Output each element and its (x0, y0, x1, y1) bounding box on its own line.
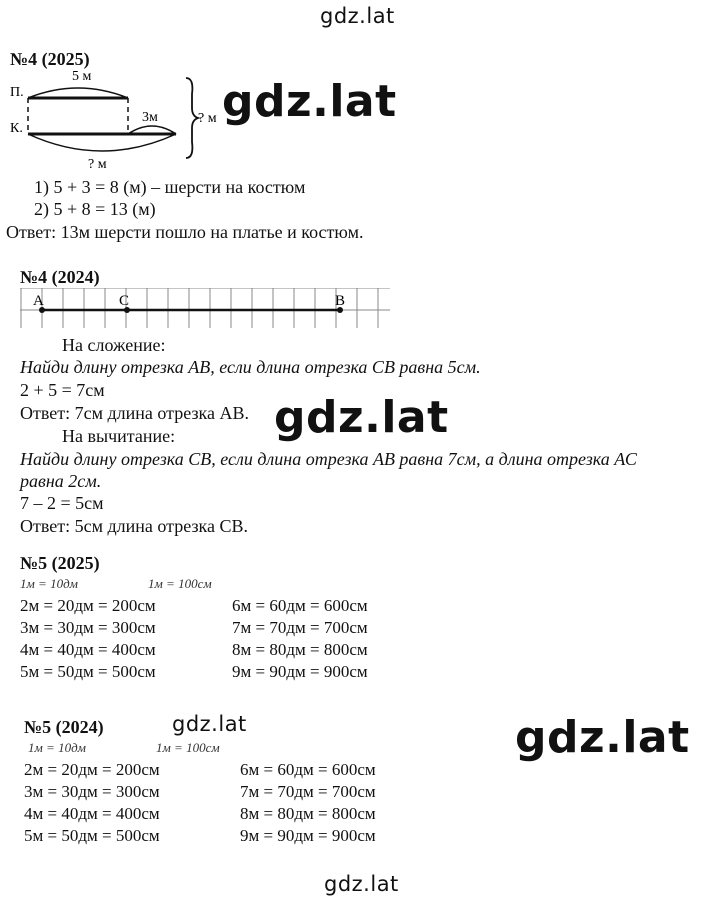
bottom-arc (28, 134, 176, 151)
task5-2024-left-2: 3м = 30дм = 300см (24, 782, 160, 801)
task5-2024-left-4: 5м = 50дм = 500см (24, 826, 160, 845)
task5-2025-hint-cm: 1м = 100см (148, 576, 212, 591)
extra-length-label: 3м (142, 110, 158, 125)
task4-2024-grid (20, 288, 392, 332)
task5-2024-right-4: 9м = 90дм = 900см (240, 826, 376, 845)
bottom-question-label: ? м (88, 157, 107, 172)
task5-2024-left-1: 2м = 20дм = 200см (24, 760, 160, 779)
task4-2025-step1: 1) 5 + 3 = 8 (м) – шерсти на костюм (34, 177, 306, 197)
task5-2024-hint-dm: 1м = 10дм (28, 740, 86, 755)
point-b-label: B (335, 293, 346, 309)
watermark-large-2: gdz.lat (274, 392, 449, 443)
task5-2024-right-1: 6м = 60дм = 600см (240, 760, 376, 779)
task5-2025-hint-dm: 1м = 10дм (20, 576, 78, 591)
task5-2024-right-3: 8м = 80дм = 800см (240, 804, 376, 823)
label-dress: П. (10, 85, 24, 100)
task5-2024-left-3: 4м = 40дм = 400см (24, 804, 160, 823)
watermark-bottom: gdz.lat (324, 872, 399, 896)
task5-2024-right-2: 7м = 70дм = 700см (240, 782, 376, 801)
task5-2025-left-4: 5м = 50дм = 500см (20, 662, 156, 681)
task5-2025-right-4: 9м = 90дм = 900см (232, 662, 368, 681)
add-heading: На сложение: (62, 335, 166, 355)
watermark-large-3: gdz.lat (515, 712, 690, 763)
sub-calc: 7 – 2 = 5см (20, 493, 104, 513)
task4-2025-diagram (0, 64, 230, 174)
sub-problem-line2: равна 2см. (20, 471, 102, 491)
add-calc: 2 + 5 = 7см (20, 380, 105, 400)
task5-2025-left-1: 2м = 20дм = 200см (20, 596, 156, 615)
task4-2025-step2: 2) 5 + 8 = 13 (м) (34, 199, 156, 219)
sub-problem-line1: Найди длину отрезка СВ, если длина отрезка АВ равна 7см, а длина отрезка АС (20, 449, 637, 469)
add-answer: Ответ: 7см длина отрезка АВ. (20, 403, 250, 423)
task5-2024-title: №5 (2024) (24, 717, 104, 737)
task5-2025-right-1: 6м = 60дм = 600см (232, 596, 368, 615)
sub-answer: Ответ: 5см длина отрезка СВ. (20, 516, 249, 536)
task5-2025-left-2: 3м = 30дм = 300см (20, 618, 156, 637)
sub-heading: На вычитание: (62, 426, 176, 446)
watermark-top: gdz.lat (320, 4, 395, 28)
add-problem: Найди длину отрезка АВ, если длина отрезка СВ равна 5см. (20, 357, 481, 377)
point-a-label: A (33, 293, 44, 309)
watermark-large-1: gdz.lat (222, 76, 397, 127)
task4-2025-answer: Ответ: 13м шерсти пошло на платье и костюм. (6, 222, 364, 242)
label-suit: К. (10, 121, 23, 136)
watermark-mid: gdz.lat (172, 712, 247, 736)
brace (186, 78, 198, 158)
top-length-label: 5 м (72, 69, 92, 84)
task5-2024-hint-cm: 1м = 100см (156, 740, 220, 755)
task4-2024-title: №4 (2024) (20, 267, 100, 287)
task4-2025-title: №4 (2025) (10, 49, 90, 69)
point-c-label: C (119, 293, 130, 309)
task5-2025-right-3: 8м = 80дм = 800см (232, 640, 368, 659)
total-question-label: ? м (198, 111, 217, 126)
task5-2025-left-3: 4м = 40дм = 400см (20, 640, 156, 659)
task5-2025-title: №5 (2025) (20, 553, 100, 573)
task5-2025-right-2: 7м = 70дм = 700см (232, 618, 368, 637)
